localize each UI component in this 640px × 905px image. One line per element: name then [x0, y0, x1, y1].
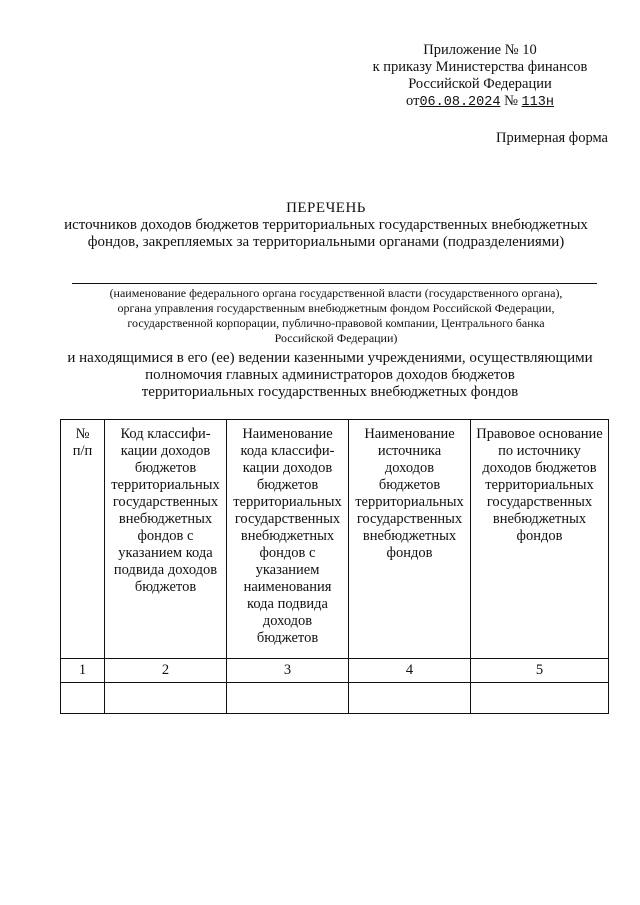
- header-text-line: Наименование: [364, 426, 455, 442]
- header-text-line: внебюджетных: [492, 511, 587, 527]
- header-text-line: государственных: [234, 511, 341, 527]
- document-title: [40, 200, 612, 251]
- header-text-line: фондов с: [259, 545, 316, 561]
- subordinate-line-3: территориальных государственных внебюджетных фондов: [141, 384, 519, 400]
- header-text-line: территориальных: [111, 477, 220, 493]
- table-header-row: [61, 420, 609, 659]
- title-line-2: фондов, закрепляемых за территориальными органами (подразделениями): [87, 234, 565, 250]
- header-text-line: государственных: [486, 494, 593, 510]
- column-numbers-row: [61, 659, 609, 683]
- title-line-1: источников доходов бюджетов территориальных государственных внебюджетных: [64, 217, 588, 233]
- subordinate-line-2: полномочия главных администраторов доходов бюджетов: [145, 367, 515, 383]
- empty-cell: [105, 683, 227, 714]
- header-text-line: п/п: [72, 443, 93, 459]
- header-text-line: территориальных: [355, 494, 464, 510]
- column-number-1: 1: [61, 659, 105, 683]
- org-caption-line-4: Российской Федерации): [274, 331, 398, 345]
- org-caption-line-2: органа управления государственным внебюджетным фондом Российской Федерации,: [117, 301, 555, 315]
- column-number-5: 5: [471, 659, 609, 683]
- appendix-block: [330, 42, 630, 111]
- header-text-line: территориальных: [233, 494, 342, 510]
- date-prefix: от: [406, 93, 420, 109]
- appendix-line-3: Российской Федерации: [408, 76, 552, 92]
- empty-cell: [227, 683, 349, 714]
- table-row: [61, 683, 609, 714]
- form-type-label: Примерная форма: [495, 130, 608, 146]
- header-text-line: по источнику: [498, 443, 581, 459]
- header-text-line: внебюджетных: [362, 528, 457, 544]
- order-number: 113н: [521, 95, 554, 110]
- header-text-line: источника: [377, 443, 442, 459]
- header-cell-code: [105, 420, 227, 659]
- header-text-line: указанием: [255, 562, 320, 578]
- header-text-line: Наименование: [242, 426, 333, 442]
- header-text-line: доходов: [262, 613, 313, 629]
- header-text-line: кода подвида: [247, 596, 328, 612]
- column-number-2: 2: [105, 659, 227, 683]
- header-text-line: кации доходов: [120, 443, 211, 459]
- header-text-line: подвида доходов: [113, 562, 218, 578]
- organization-caption: [60, 286, 612, 346]
- empty-cell: [471, 683, 609, 714]
- header-text-line: доходов бюджетов: [482, 460, 597, 476]
- header-text-line: кода классифи-: [240, 443, 335, 459]
- header-text-line: территориальных: [485, 477, 594, 493]
- header-text-line: Правовое основание: [476, 426, 603, 442]
- subordinate-line-1: и находящимися в его (ее) ведении казенными учреждениями, осуществляющими: [67, 350, 593, 366]
- header-text-line: №: [75, 426, 90, 442]
- appendix-line-1: Приложение № 10: [423, 42, 537, 58]
- empty-cell: [61, 683, 105, 714]
- header-text-line: доходов: [384, 460, 435, 476]
- header-text-line: бюджетов: [378, 477, 441, 493]
- number-prefix: №: [500, 93, 522, 109]
- column-number-4: 4: [349, 659, 471, 683]
- header-text-line: фондов: [386, 545, 433, 561]
- org-caption-line-1: (наименование федерального органа государственной власти (государственного органа),: [109, 286, 563, 300]
- header-text-line: внебюджетных: [240, 528, 335, 544]
- title-heading: ПЕРЕЧЕНЬ: [286, 200, 366, 216]
- appendix-line-2: к приказу Министерства финансов: [372, 59, 588, 75]
- header-text-line: фондов: [516, 528, 563, 544]
- header-text-line: указанием кода: [118, 545, 213, 561]
- header-text-line: бюджетов: [134, 460, 197, 476]
- header-cell-code-name: [227, 420, 349, 659]
- header-text-line: бюджетов: [134, 579, 197, 595]
- header-text-line: Код классифи-: [120, 426, 211, 442]
- header-text-line: кации доходов: [242, 460, 333, 476]
- appendix-date-line: [330, 93, 630, 111]
- organization-fill-line: [72, 283, 597, 284]
- header-text-line: бюджетов: [256, 477, 319, 493]
- column-number-3: 3: [227, 659, 349, 683]
- org-caption-line-3: государственной корпорации, публично-правовой компании, Центрального банка: [127, 316, 545, 330]
- subordinate-text: [40, 350, 620, 401]
- income-sources-table: [60, 419, 609, 714]
- header-text-line: наименования: [243, 579, 332, 595]
- header-text-line: бюджетов: [256, 630, 319, 646]
- header-cell-source-name: [349, 420, 471, 659]
- header-text-line: фондов с: [137, 528, 194, 544]
- header-text-line: государственных: [112, 494, 219, 510]
- header-cell-legal-basis: [471, 420, 609, 659]
- header-text-line: внебюджетных: [118, 511, 213, 527]
- header-cell-number: [61, 420, 105, 659]
- empty-cell: [349, 683, 471, 714]
- header-text-line: государственных: [356, 511, 463, 527]
- order-date: 06.08.2024: [419, 95, 501, 110]
